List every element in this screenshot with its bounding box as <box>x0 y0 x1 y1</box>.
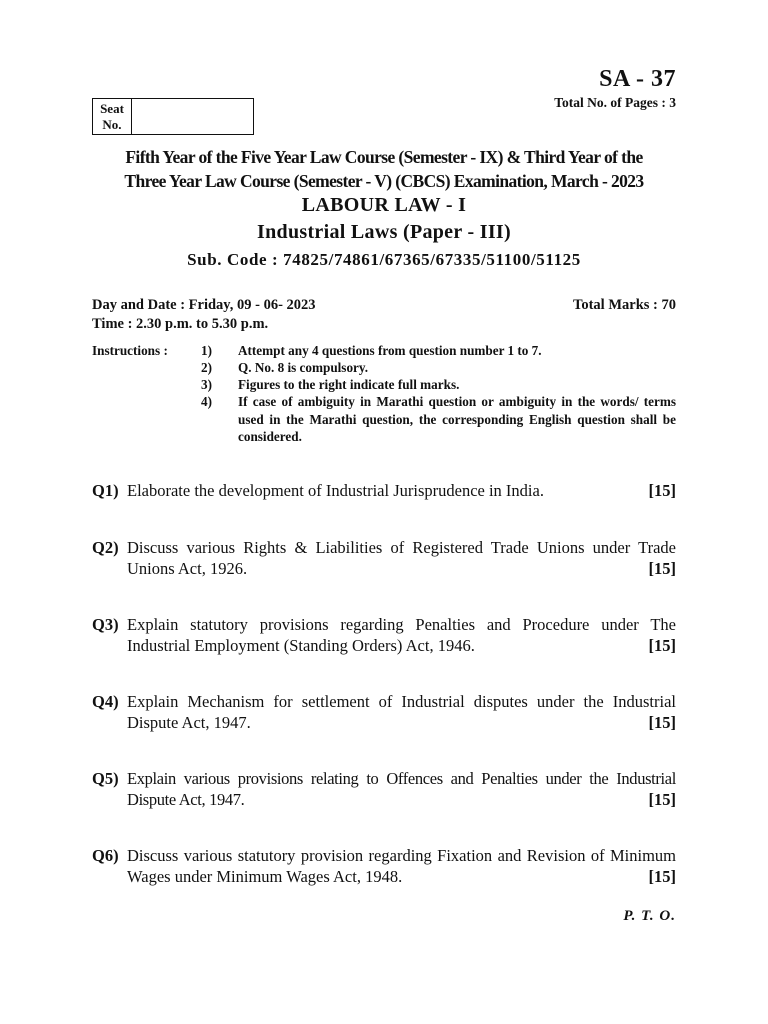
total-marks: Total Marks : 70 <box>573 297 676 313</box>
exam-title-line1: Fifth Year of the Five Year Law Course (Semester - IX) & Third Year of the <box>125 147 643 167</box>
question-text: Discuss various Rights & Liabilities of Registered Trade Unions under Trade Unions Act, 1926. <box>127 538 676 578</box>
question-marks: [15] <box>648 866 676 886</box>
question-number: Q6) <box>92 846 119 865</box>
question-marks: [15] <box>648 481 676 500</box>
instruction-text: Attempt any 4 questions from question number 1 to 7. <box>238 343 542 358</box>
question-marks: [15] <box>648 789 676 809</box>
instruction-text: If case of ambiguity in Marathi question or ambiguity in the words/ terms used in the Marathi question, the corresponding English question shall be considered. <box>238 394 676 444</box>
instructions-label: Instructions : <box>92 343 168 358</box>
question-number: Q4) <box>92 692 119 711</box>
seat-label-line1: Seat <box>100 100 124 116</box>
exam-time: Time : 2.30 p.m. to 5.30 p.m. <box>92 316 269 332</box>
question-number: Q5) <box>92 769 119 788</box>
question-marks: [15] <box>648 712 676 732</box>
day-and-date: Day and Date : Friday, 09 - 06- 2023 <box>92 297 316 313</box>
question-text: Explain various provisions relating to Offences and Penalties under the Industrial Dispute Act, 1947. <box>127 769 676 809</box>
question-number: Q1) <box>92 481 119 500</box>
exam-title-line2: Three Year Law Course (Semester - V) (CBCS) Examination, March - 2023 <box>124 171 644 191</box>
subject-title: LABOUR LAW - I <box>301 194 467 216</box>
question-text: Explain Mechanism for settlement of Industrial disputes under the Industrial Dispute Act, 1947. <box>127 692 676 732</box>
total-pages: Total No. of Pages : 3 <box>554 95 676 110</box>
instruction-number: 2) <box>201 360 212 375</box>
question-text: Elaborate the development of Industrial Jurisprudence in India. <box>127 481 544 500</box>
seat-number-label <box>93 99 132 134</box>
instruction-text: Q. No. 8 is compulsory. <box>238 360 369 375</box>
paper-code: SA - 37 <box>599 66 676 92</box>
seat-number-field <box>132 99 253 134</box>
question-number: Q2) <box>92 538 119 557</box>
instruction-text: Figures to the right indicate full marks. <box>238 377 460 392</box>
instruction-number: 1) <box>201 343 212 358</box>
question-marks: [15] <box>648 558 676 578</box>
exam-title <box>92 145 676 193</box>
please-turn-over: P. T. O. <box>623 908 676 924</box>
question-text: Explain statutory provisions regarding Penalties and Procedure under The Industrial Employment (Standing Orders) Act, 1946. <box>127 615 676 655</box>
question-number: Q3) <box>92 615 119 634</box>
instruction-number: 3) <box>201 377 212 392</box>
subject-subtitle: Industrial Laws (Paper - III) <box>257 221 511 243</box>
date-marks-row <box>92 297 676 314</box>
question-marks: [15] <box>648 635 676 655</box>
instruction-number: 4) <box>201 394 212 409</box>
seat-number-box <box>92 98 254 135</box>
seat-label-line2: No. <box>102 116 122 132</box>
question-text: Discuss various statutory provision regarding Fixation and Revision of Minimum Wages under Minimum Wages Act, 1948. <box>127 846 676 886</box>
subject-code: Sub. Code : 74825/74861/67365/67335/51100/51125 <box>187 250 581 269</box>
